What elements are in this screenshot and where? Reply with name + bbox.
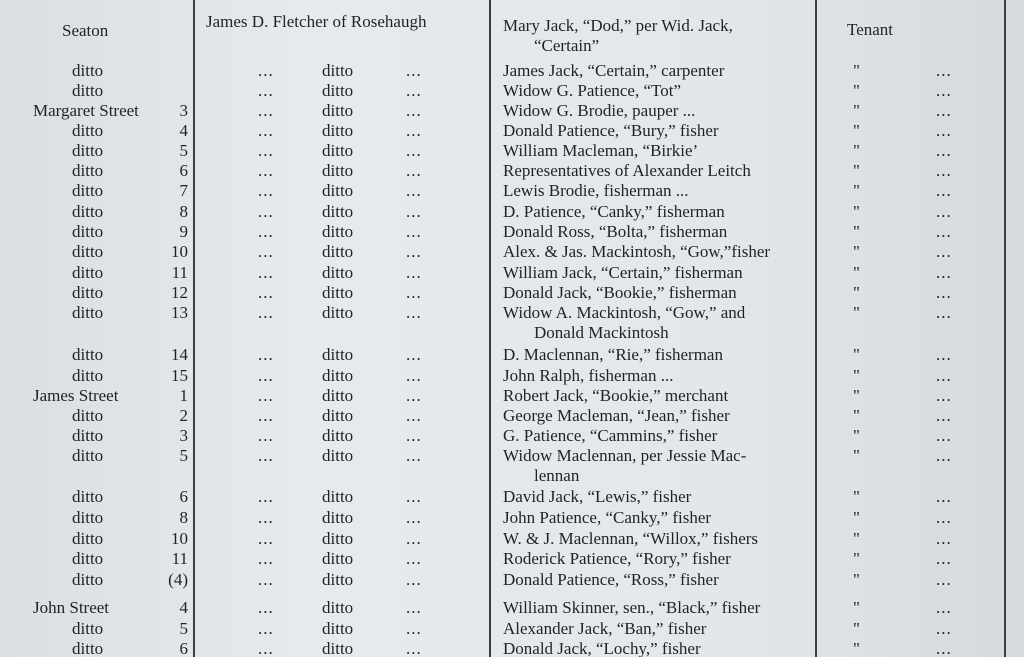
row-place: ditto xyxy=(72,242,104,261)
column-rule xyxy=(1004,0,1006,657)
row-tenure-ditto-mark: " xyxy=(853,598,860,617)
row-number: 12 xyxy=(171,283,188,302)
row-occupier: D. Patience, “Canky,” fisherman xyxy=(503,202,725,221)
row-dots: ... xyxy=(258,121,274,140)
row-proprietor: ditto xyxy=(322,181,354,200)
row-number: 2 xyxy=(179,406,188,425)
row-occupier: George Macleman, “Jean,” fisher xyxy=(503,406,730,425)
row-proprietor: ditto xyxy=(322,366,354,385)
row-occupier: Alexander Jack, “Ban,” fisher xyxy=(503,619,707,638)
row-dots: ... xyxy=(936,222,952,241)
row-dots: ... xyxy=(258,549,274,568)
row-tenure-ditto-mark: " xyxy=(853,101,860,120)
row-place: ditto xyxy=(72,61,104,80)
row-dots: ... xyxy=(406,161,422,180)
row-dots: ... xyxy=(258,141,274,160)
row-dots: ... xyxy=(258,161,274,180)
row-dots: ... xyxy=(936,426,952,445)
row-tenure-ditto-mark: " xyxy=(853,366,860,385)
row-occupier: Lewis Brodie, fisherman ... xyxy=(503,181,689,200)
row-proprietor: ditto xyxy=(322,345,354,364)
row-dots: ... xyxy=(258,263,274,282)
row-dots: ... xyxy=(406,222,422,241)
row-number: 11 xyxy=(171,549,188,568)
row-number: 5 xyxy=(179,619,188,638)
row-dots: ... xyxy=(406,121,422,140)
row-dots: ... xyxy=(936,263,952,282)
row-dots: ... xyxy=(936,386,952,405)
row-tenure-ditto-mark: " xyxy=(853,508,860,527)
row-proprietor: ditto xyxy=(322,570,354,589)
row-occupier: William Macleman, “Birkie’ xyxy=(503,141,699,160)
row-dots: ... xyxy=(258,61,274,80)
row-dots: ... xyxy=(258,202,274,221)
row-dots: ... xyxy=(406,141,422,160)
row-dots: ... xyxy=(258,487,274,506)
row-dots: ... xyxy=(406,446,422,465)
row-dots: ... xyxy=(406,549,422,568)
row-number: 14 xyxy=(171,345,188,364)
row-dots: ... xyxy=(406,639,422,657)
header-occupier-line2: “Certain” xyxy=(534,36,600,55)
row-proprietor: ditto xyxy=(322,529,354,548)
row-place: ditto xyxy=(72,639,104,657)
row-dots: ... xyxy=(936,61,952,80)
row-dots: ... xyxy=(258,366,274,385)
row-number: 3 xyxy=(179,101,188,120)
row-occupier: Widow Maclennan, per Jessie Mac- xyxy=(503,446,747,465)
row-place: ditto xyxy=(72,141,104,160)
row-occupier: John Patience, “Canky,” fisher xyxy=(503,508,712,527)
row-dots: ... xyxy=(258,426,274,445)
row-dots: ... xyxy=(936,598,952,617)
row-tenure-ditto-mark: " xyxy=(853,386,860,405)
row-place: James Street xyxy=(33,386,119,405)
row-proprietor: ditto xyxy=(322,639,354,657)
row-dots: ... xyxy=(406,101,422,120)
row-dots: ... xyxy=(406,283,422,302)
row-place: ditto xyxy=(72,508,104,527)
row-tenure-ditto-mark: " xyxy=(853,529,860,548)
row-occupier: D. Maclennan, “Rie,” fisherman xyxy=(503,345,723,364)
row-tenure-ditto-mark: " xyxy=(853,639,860,657)
row-proprietor: ditto xyxy=(322,101,354,120)
row-tenure-ditto-mark: " xyxy=(853,549,860,568)
row-dots: ... xyxy=(406,619,422,638)
row-occupier: Donald Patience, “Ross,” fisher xyxy=(503,570,719,589)
row-dots: ... xyxy=(258,242,274,261)
row-proprietor: ditto xyxy=(322,598,354,617)
row-occupier: Donald Patience, “Bury,” fisher xyxy=(503,121,719,140)
row-occupier: Widow A. Mackintosh, “Gow,” and xyxy=(503,303,746,322)
row-dots: ... xyxy=(258,619,274,638)
row-dots: ... xyxy=(936,570,952,589)
row-tenure-ditto-mark: " xyxy=(853,141,860,160)
row-place: ditto xyxy=(72,222,104,241)
row-number: 1 xyxy=(179,386,188,405)
row-dots: ... xyxy=(406,386,422,405)
row-dots: ... xyxy=(936,639,952,657)
row-proprietor: ditto xyxy=(322,81,354,100)
row-place: ditto xyxy=(72,446,104,465)
row-place: ditto xyxy=(72,366,104,385)
row-tenure-ditto-mark: " xyxy=(853,242,860,261)
row-place: ditto xyxy=(72,529,104,548)
row-dots: ... xyxy=(258,222,274,241)
row-occupier: G. Patience, “Cammins,” fisher xyxy=(503,426,718,445)
row-number: 5 xyxy=(179,141,188,160)
row-dots: ... xyxy=(936,283,952,302)
row-occupier: William Jack, “Certain,” fisherman xyxy=(503,263,743,282)
row-place: ditto xyxy=(72,303,104,322)
row-occupier-continued: Donald Mackintosh xyxy=(534,323,669,342)
row-dots: ... xyxy=(258,81,274,100)
row-number: 4 xyxy=(179,598,188,617)
row-tenure-ditto-mark: " xyxy=(853,81,860,100)
row-proprietor: ditto xyxy=(322,406,354,425)
row-dots: ... xyxy=(406,81,422,100)
row-tenure-ditto-mark: " xyxy=(853,283,860,302)
row-proprietor: ditto xyxy=(322,303,354,322)
row-proprietor: ditto xyxy=(322,61,354,80)
row-place: John Street xyxy=(33,598,110,617)
row-dots: ... xyxy=(406,242,422,261)
row-proprietor: ditto xyxy=(322,426,354,445)
row-dots: ... xyxy=(936,345,952,364)
row-number: 13 xyxy=(171,303,188,322)
row-proprietor: ditto xyxy=(322,242,354,261)
row-number: 3 xyxy=(179,426,188,445)
row-dots: ... xyxy=(258,101,274,120)
row-dots: ... xyxy=(936,446,952,465)
row-proprietor: ditto xyxy=(322,202,354,221)
row-dots: ... xyxy=(258,639,274,657)
row-dots: ... xyxy=(936,549,952,568)
row-place: ditto xyxy=(72,263,104,282)
row-dots: ... xyxy=(406,303,422,322)
row-proprietor: ditto xyxy=(322,487,354,506)
row-dots: ... xyxy=(258,570,274,589)
row-dots: ... xyxy=(936,101,952,120)
row-dots: ... xyxy=(936,487,952,506)
row-dots: ... xyxy=(936,619,952,638)
row-dots: ... xyxy=(406,529,422,548)
row-dots: ... xyxy=(258,529,274,548)
row-proprietor: ditto xyxy=(322,619,354,638)
row-occupier: David Jack, “Lewis,” fisher xyxy=(503,487,692,506)
column-rule xyxy=(193,0,195,657)
row-proprietor: ditto xyxy=(322,222,354,241)
row-tenure-ditto-mark: " xyxy=(853,202,860,221)
row-tenure-ditto-mark: " xyxy=(853,181,860,200)
row-number: 8 xyxy=(179,508,188,527)
row-occupier: Donald Jack, “Lochy,” fisher xyxy=(503,639,701,657)
row-dots: ... xyxy=(258,181,274,200)
header-tenure: Tenant xyxy=(847,20,894,39)
row-place: ditto xyxy=(72,283,104,302)
row-place: ditto xyxy=(72,619,104,638)
row-place: ditto xyxy=(72,487,104,506)
row-tenure-ditto-mark: " xyxy=(853,263,860,282)
row-tenure-ditto-mark: " xyxy=(853,406,860,425)
row-occupier: John Ralph, fisherman ... xyxy=(503,366,674,385)
row-tenure-ditto-mark: " xyxy=(853,161,860,180)
row-place: ditto xyxy=(72,81,104,100)
row-proprietor: ditto xyxy=(322,283,354,302)
row-number: 6 xyxy=(179,639,188,657)
row-number: 11 xyxy=(171,263,188,282)
row-proprietor: ditto xyxy=(322,386,354,405)
row-dots: ... xyxy=(406,345,422,364)
row-number: 10 xyxy=(171,242,188,261)
row-occupier: Robert Jack, “Bookie,” merchant xyxy=(503,386,729,405)
row-dots: ... xyxy=(406,202,422,221)
row-dots: ... xyxy=(258,598,274,617)
row-occupier: Widow G. Patience, “Tot” xyxy=(503,81,681,100)
row-dots: ... xyxy=(936,161,952,180)
row-tenure-ditto-mark: " xyxy=(853,446,860,465)
row-place: ditto xyxy=(72,570,104,589)
row-number: 8 xyxy=(179,202,188,221)
row-occupier: Alex. & Jas. Mackintosh, “Gow,”fisher xyxy=(503,242,771,261)
row-number: 6 xyxy=(179,487,188,506)
header-occupier-line1: Mary Jack, “Dod,” per Wid. Jack, xyxy=(503,16,733,35)
row-place: ditto xyxy=(72,406,104,425)
row-dots: ... xyxy=(258,303,274,322)
row-tenure-ditto-mark: " xyxy=(853,619,860,638)
row-number: 6 xyxy=(179,161,188,180)
row-proprietor: ditto xyxy=(322,549,354,568)
row-dots: ... xyxy=(936,529,952,548)
row-dots: ... xyxy=(406,406,422,425)
header-place: Seaton xyxy=(62,21,109,40)
row-proprietor: ditto xyxy=(322,508,354,527)
row-tenure-ditto-mark: " xyxy=(853,222,860,241)
row-place: ditto xyxy=(72,181,104,200)
row-number: 15 xyxy=(171,366,188,385)
row-dots: ... xyxy=(258,386,274,405)
row-place: ditto xyxy=(72,549,104,568)
row-proprietor: ditto xyxy=(322,446,354,465)
row-number: (4) xyxy=(168,570,188,589)
column-rule xyxy=(815,0,817,657)
row-number: 4 xyxy=(179,121,188,140)
row-dots: ... xyxy=(936,181,952,200)
row-place: ditto xyxy=(72,345,104,364)
row-dots: ... xyxy=(406,61,422,80)
row-occupier: James Jack, “Certain,” carpenter xyxy=(503,61,725,80)
row-dots: ... xyxy=(406,366,422,385)
row-dots: ... xyxy=(406,487,422,506)
row-tenure-ditto-mark: " xyxy=(853,426,860,445)
row-tenure-ditto-mark: " xyxy=(853,487,860,506)
row-dots: ... xyxy=(406,426,422,445)
row-occupier: Donald Jack, “Bookie,” fisherman xyxy=(503,283,737,302)
row-tenure-ditto-mark: " xyxy=(853,345,860,364)
row-dots: ... xyxy=(258,345,274,364)
row-dots: ... xyxy=(258,283,274,302)
row-dots: ... xyxy=(406,263,422,282)
row-number: 5 xyxy=(179,446,188,465)
row-dots: ... xyxy=(936,81,952,100)
row-dots: ... xyxy=(936,202,952,221)
row-occupier: William Skinner, sen., “Black,” fisher xyxy=(503,598,761,617)
column-rule xyxy=(489,0,491,657)
row-place: Margaret Street xyxy=(33,101,139,120)
row-occupier-continued: lennan xyxy=(534,466,580,485)
row-dots: ... xyxy=(936,141,952,160)
row-place: ditto xyxy=(72,426,104,445)
row-dots: ... xyxy=(406,598,422,617)
row-tenure-ditto-mark: " xyxy=(853,121,860,140)
row-dots: ... xyxy=(406,508,422,527)
row-occupier: Roderick Patience, “Rory,” fisher xyxy=(503,549,731,568)
row-dots: ... xyxy=(936,121,952,140)
row-tenure-ditto-mark: " xyxy=(853,570,860,589)
row-occupier: Widow G. Brodie, pauper ... xyxy=(503,101,696,120)
row-tenure-ditto-mark: " xyxy=(853,303,860,322)
row-proprietor: ditto xyxy=(322,121,354,140)
row-dots: ... xyxy=(258,406,274,425)
row-number: 10 xyxy=(171,529,188,548)
row-number: 7 xyxy=(179,181,188,200)
row-proprietor: ditto xyxy=(322,263,354,282)
row-occupier: Representatives of Alexander Leitch xyxy=(503,161,751,180)
row-proprietor: ditto xyxy=(322,161,354,180)
row-occupier: W. & J. Maclennan, “Willox,” fishers xyxy=(503,529,759,548)
row-place: ditto xyxy=(72,202,104,221)
row-dots: ... xyxy=(936,366,952,385)
row-occupier: Donald Ross, “Bolta,” fisherman xyxy=(503,222,728,241)
row-dots: ... xyxy=(936,242,952,261)
row-place: ditto xyxy=(72,121,104,140)
header-proprietor: James D. Fletcher of Rosehaugh xyxy=(206,12,427,31)
row-number: 9 xyxy=(179,222,188,241)
row-dots: ... xyxy=(936,406,952,425)
row-place: ditto xyxy=(72,161,104,180)
row-dots: ... xyxy=(258,446,274,465)
row-dots: ... xyxy=(936,303,952,322)
row-dots: ... xyxy=(936,508,952,527)
row-dots: ... xyxy=(258,508,274,527)
row-tenure-ditto-mark: " xyxy=(853,61,860,80)
row-dots: ... xyxy=(406,570,422,589)
row-dots: ... xyxy=(406,181,422,200)
row-proprietor: ditto xyxy=(322,141,354,160)
